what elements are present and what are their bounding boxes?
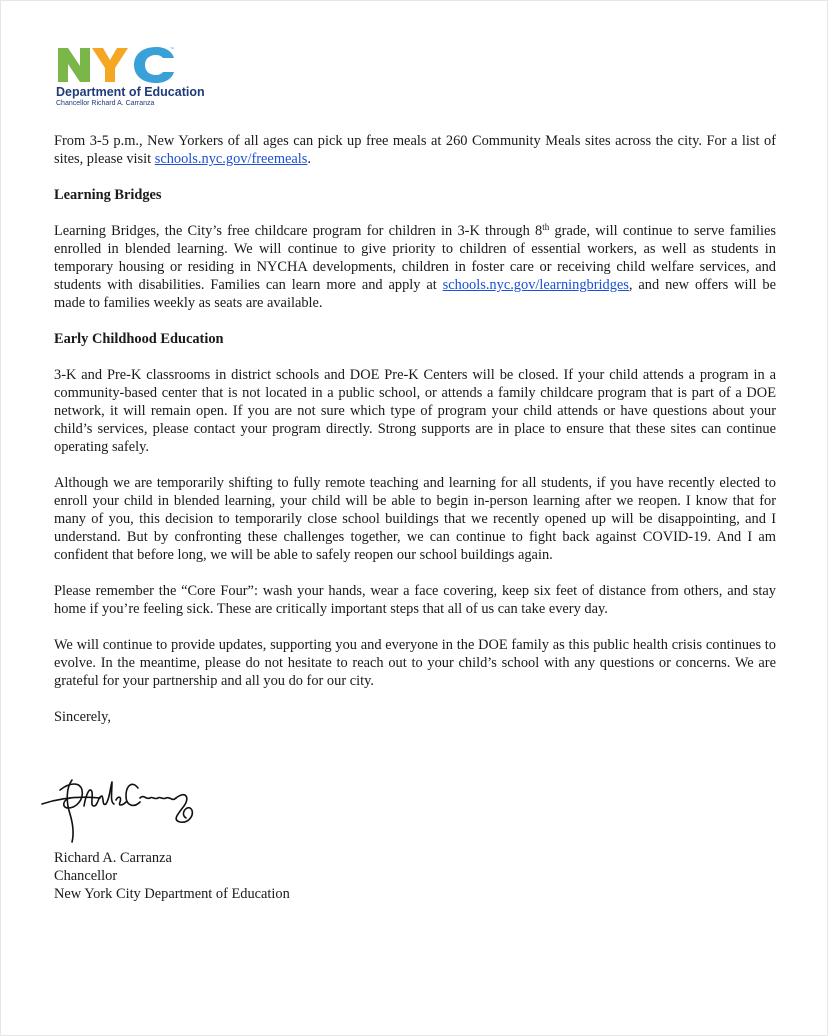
- learning-bridges-text: Learning Bridges, the City’s free childcare program for children in 3-K through 8: [54, 223, 543, 239]
- learning-bridges-text-2: grade, will continue to serve families enrolled in blended learning. We will continue to give priority to children of essential workers, as well as students in temporary housing or residing in NYCHA developments, children in foster care or receiving child welfare services, and students with disabilities. Families can learn more and apply at: [54, 223, 777, 293]
- core-four-paragraph: Please remember the “Core Four”: wash your hands, wear a face covering, keep six feet of distance from others, and stay home if you’re feeling sick. These are critically important steps that all of us can take every day.: [54, 583, 776, 617]
- logo-chancellor-text: Chancellor Richard A. Carranza: [56, 100, 155, 107]
- updates-paragraph: We will continue to provide updates, supporting you and everyone in the DOE family as this public health crisis continues to evolve. In the meantime, please do not hesitate to reach out to your child’s school with any questions or concerns. We are grateful for your partnership and all you do for our city.: [54, 637, 776, 689]
- freemeals-link[interactable]: schools.nyc.gov/freemeals: [154, 151, 308, 167]
- meals-paragraph: [54, 132, 776, 168]
- nyc-doe-logo: [56, 44, 205, 108]
- salutation: Sincerely,: [54, 709, 112, 725]
- signature-block: [54, 849, 290, 903]
- signer-title: Chancellor: [54, 868, 118, 884]
- learning-bridges-text-3: , and new offers will be made to families weekly as seats are available.: [54, 277, 776, 311]
- signer-organization: New York City Department of Education: [54, 886, 290, 902]
- ordinal-superscript: th: [542, 222, 550, 232]
- learningbridges-link[interactable]: schools.nyc.gov/learningbridges: [442, 277, 629, 293]
- early-childhood-heading: Early Childhood Education: [54, 331, 224, 347]
- signer-name: Richard A. Carranza: [54, 850, 172, 866]
- learning-bridges-paragraph: [54, 222, 776, 312]
- remote-learning-paragraph: Although we are temporarily shifting to fully remote teaching and learning for all students, if you have recently elected to enroll your child in blended learning, your child will be able to begin in-person learning after we reopen. I know that for many of you, this decision to temporarily close school buildings that we recently opened up will be disappointing, and I understand. But by confronting these challenges together, we can continue to fight back against COVID-19. And I am confident that before long, we will be able to safely reopen our school buildings again.: [54, 475, 776, 563]
- meals-text: From 3-5 p.m., New Yorkers of all ages can pick up free meals at 260 Community Meals sites across the city. For a list of sites, please visit: [54, 133, 776, 167]
- logo-department-text: Department of Education: [56, 85, 205, 99]
- handwritten-signature: [40, 768, 210, 846]
- svg-text:™: ™: [170, 46, 174, 51]
- letter-body: [54, 132, 776, 726]
- early-childhood-paragraph: 3-K and Pre-K classrooms in district schools and DOE Pre-K Centers will be closed. If your child attends a program in a community-based center that is not located in a public school, or attends a family childcare program that is part of a DOE network, it will remain open. If you are not sure which type of program your child attends or have questions about your child’s services, please contact your program directly. Strong supports are in place to ensure that these sites can continue operating safely.: [54, 367, 776, 455]
- meals-text-end: .: [307, 151, 311, 167]
- nyc-logo-icon: [56, 44, 176, 84]
- learning-bridges-heading: Learning Bridges: [54, 187, 162, 203]
